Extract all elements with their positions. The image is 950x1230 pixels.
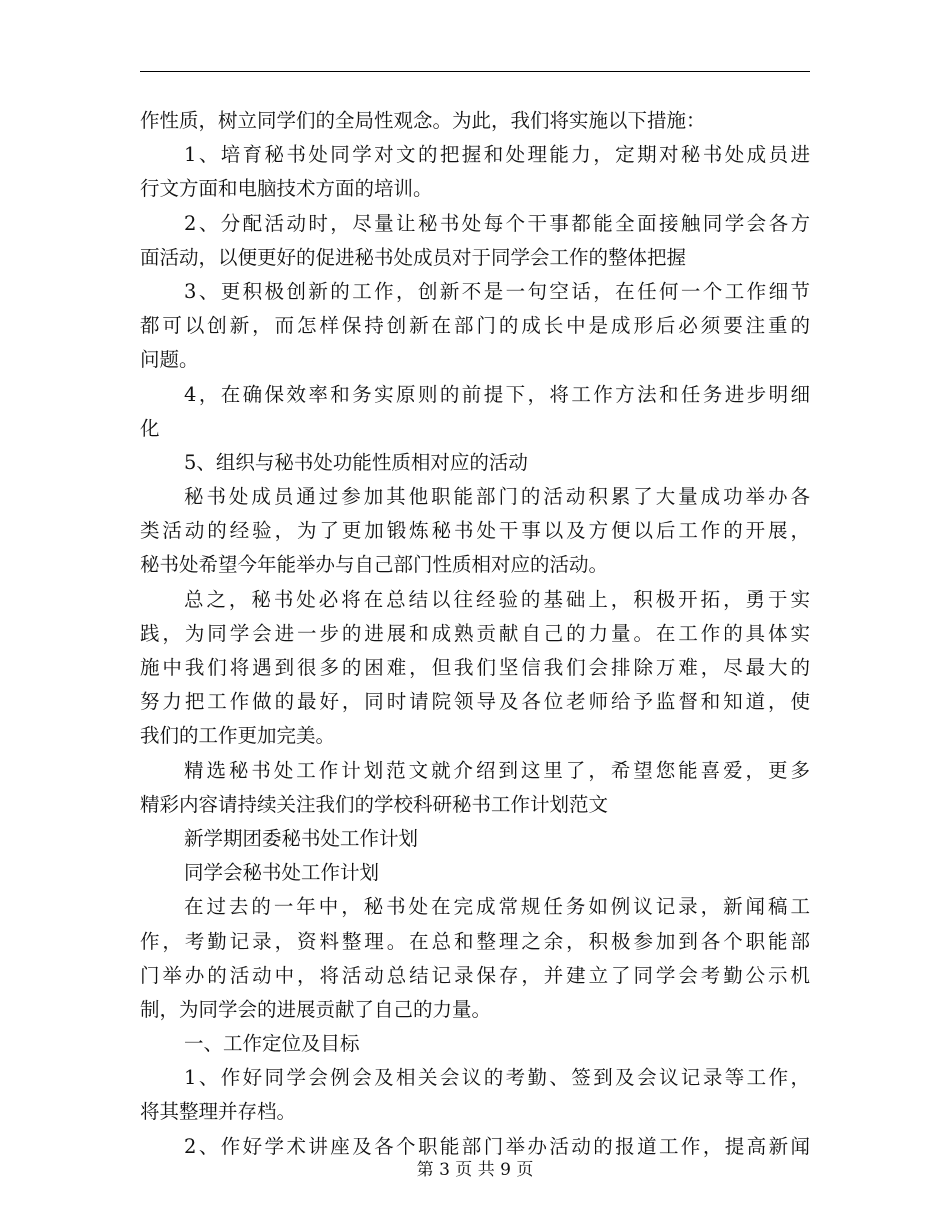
text-line: 类活动的经验，为了更加锻炼秘书处干事以及方便以后工作的开展，: [140, 519, 810, 543]
text-line: 努力把工作做的最好，同时请院领导及各位老师给予监督和知道，使: [140, 690, 810, 714]
text-line: 践，为同学会进一步的进展和成熟贡献自己的力量。在工作的具体实: [140, 621, 810, 645]
text-line: 门举办的活动中，将活动总结记录保存，并建立了同学会考勤公示机: [140, 963, 810, 987]
text-line: 精彩内容请持续关注我们的学校科研秘书工作计划范文: [140, 792, 609, 816]
text-line: 1、作好同学会例会及相关会议的考勤、签到及会议记录等工作，: [184, 1066, 810, 1090]
text-line: 行文方面和电脑技术方面的培训。: [140, 177, 433, 201]
text-line: 总之，秘书处必将在总结以往经验的基础上，积极开拓，勇于实: [184, 587, 810, 611]
text-line: 都可以创新，而怎样保持创新在部门的成长中是成形后必须要注重的: [140, 314, 810, 338]
text-line: 秘书处成员通过参加其他职能部门的活动积累了大量成功举办各: [184, 485, 810, 509]
text-line: 秘书处希望今年能举办与自己部门性质相对应的活动。: [140, 553, 609, 577]
text-line: 2、分配活动时，尽量让秘书处每个干事都能全面接触同学会各方: [184, 211, 810, 235]
text-line: 5、组织与秘书处功能性质相对应的活动: [184, 450, 528, 474]
header-rule: [140, 71, 810, 72]
text-line: 同学会秘书处工作计划: [184, 861, 380, 885]
text-line: 一、工作定位及目标: [184, 1032, 360, 1056]
text-line: 化: [140, 416, 160, 440]
text-line: 新学期团委秘书处工作计划: [184, 826, 419, 850]
text-line: 问题。: [140, 348, 199, 372]
text-line: 4，在确保效率和务实原则的前提下，将工作方法和任务进步明细: [184, 382, 810, 406]
text-line: 1、培育秘书处同学对文的把握和处理能力，定期对秘书处成员进: [184, 143, 810, 167]
text-line: 制，为同学会的进展贡献了自己的力量。: [140, 997, 492, 1021]
text-line: 作，考勤记录，资料整理。在总和整理之余，积极参加到各个职能部: [140, 929, 810, 953]
text-line: 精选秘书处工作计划范文就介绍到这里了，希望您能喜爱，更多: [184, 758, 810, 782]
text-line: 施中我们将遇到很多的困难，但我们坚信我们会排除万难，尽最大的: [140, 656, 810, 679]
text-line: 面活动，以便更好的促进秘书处成员对于同学会工作的整体把握: [140, 245, 687, 269]
text-line: 将其整理并存档。: [140, 1100, 297, 1124]
text-line: 2、作好学术讲座及各个职能部门举办活动的报道工作，提高新闻: [184, 1134, 810, 1158]
body-text: [140, 104, 810, 1164]
text-line: 3、更积极创新的工作，创新不是一句空话，在任何一个工作细节: [184, 279, 810, 303]
text-line: 作性质，树立同学们的全局性观念。为此，我们将实施以下措施：: [140, 109, 706, 132]
text-line: 在过去的一年中，秘书处在完成常规任务如例议记录，新闻稿工: [184, 895, 810, 919]
text-line: 我们的工作更加完美。: [140, 724, 336, 748]
page-footer: 第 3 页 共 9 页: [416, 1160, 534, 1180]
